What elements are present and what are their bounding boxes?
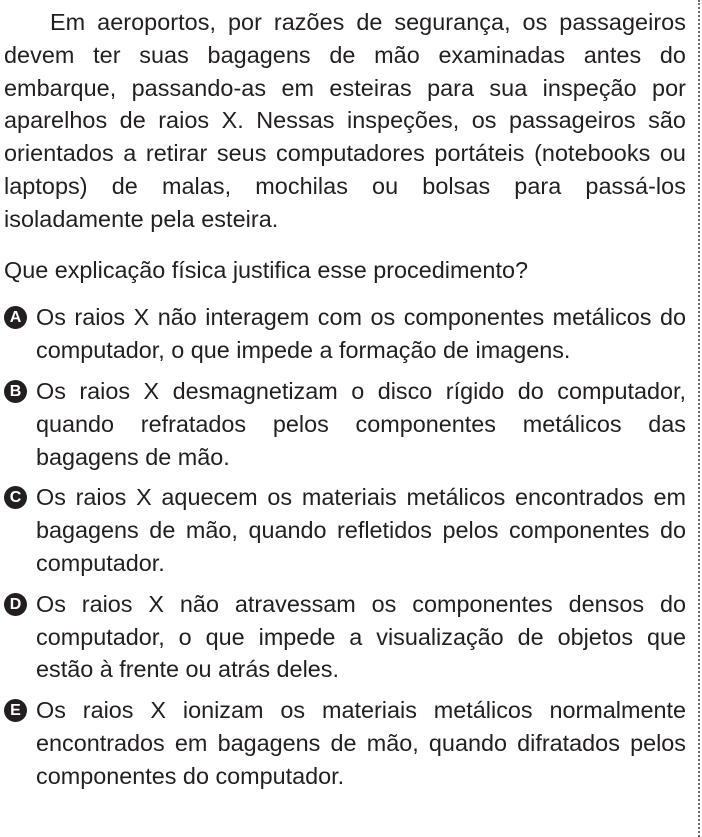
option-d[interactable] xyxy=(4,588,686,686)
question-content xyxy=(4,6,686,801)
option-a-letter-badge: A xyxy=(4,306,27,329)
option-e-letter-badge: E xyxy=(4,699,27,722)
option-c-letter-badge: C xyxy=(4,486,27,509)
intro-paragraph: Em aeroportos, por razões de segurança, os passageiros devem ter suas bagagens de mão examinadas antes do embarque, passando-as em esteiras para sua inspeção por aparelhos de raios X. Nessas inspeções, os passageiros são orientados a retirar seus computadores portáteis (notebooks ou laptops) de malas, mochilas ou bolsas para passá-los isoladamente pela esteira. xyxy=(4,9,686,232)
option-a[interactable] xyxy=(4,301,686,367)
question-prompt: Que explicação física justifica esse procedimento? xyxy=(4,256,528,283)
option-b-text: Os raios X desmagnetizam o disco rígido do computador, quando refratados pelos componentes metálicos das bagagens de mão. xyxy=(36,377,686,470)
option-c[interactable] xyxy=(4,481,686,579)
option-e-text: Os raios X ionizam os materiais metálicos normalmente encontrados em bagagens de mão, quando difratados pelos componentes do computador. xyxy=(36,697,686,789)
option-b-letter-badge: B xyxy=(4,380,27,403)
option-c-text: Os raios X aquecem os materiais metálicos encontrados em bagagens de mão, quando refletidos pelos componentes do computador. xyxy=(36,484,686,576)
answer-options xyxy=(4,301,686,792)
option-e[interactable] xyxy=(4,694,686,792)
option-b[interactable] xyxy=(4,375,686,473)
option-d-letter-badge: D xyxy=(4,593,27,616)
page-edge-dotted-rule xyxy=(698,0,700,837)
option-d-text: Os raios X não atravessam os componentes densos do computador, o que impede a visualização de objetos que estão à frente ou atrás deles. xyxy=(36,590,686,683)
option-a-text: Os raios X não interagem com os componentes metálicos do computador, o que impede a formação de imagens. xyxy=(36,304,686,364)
